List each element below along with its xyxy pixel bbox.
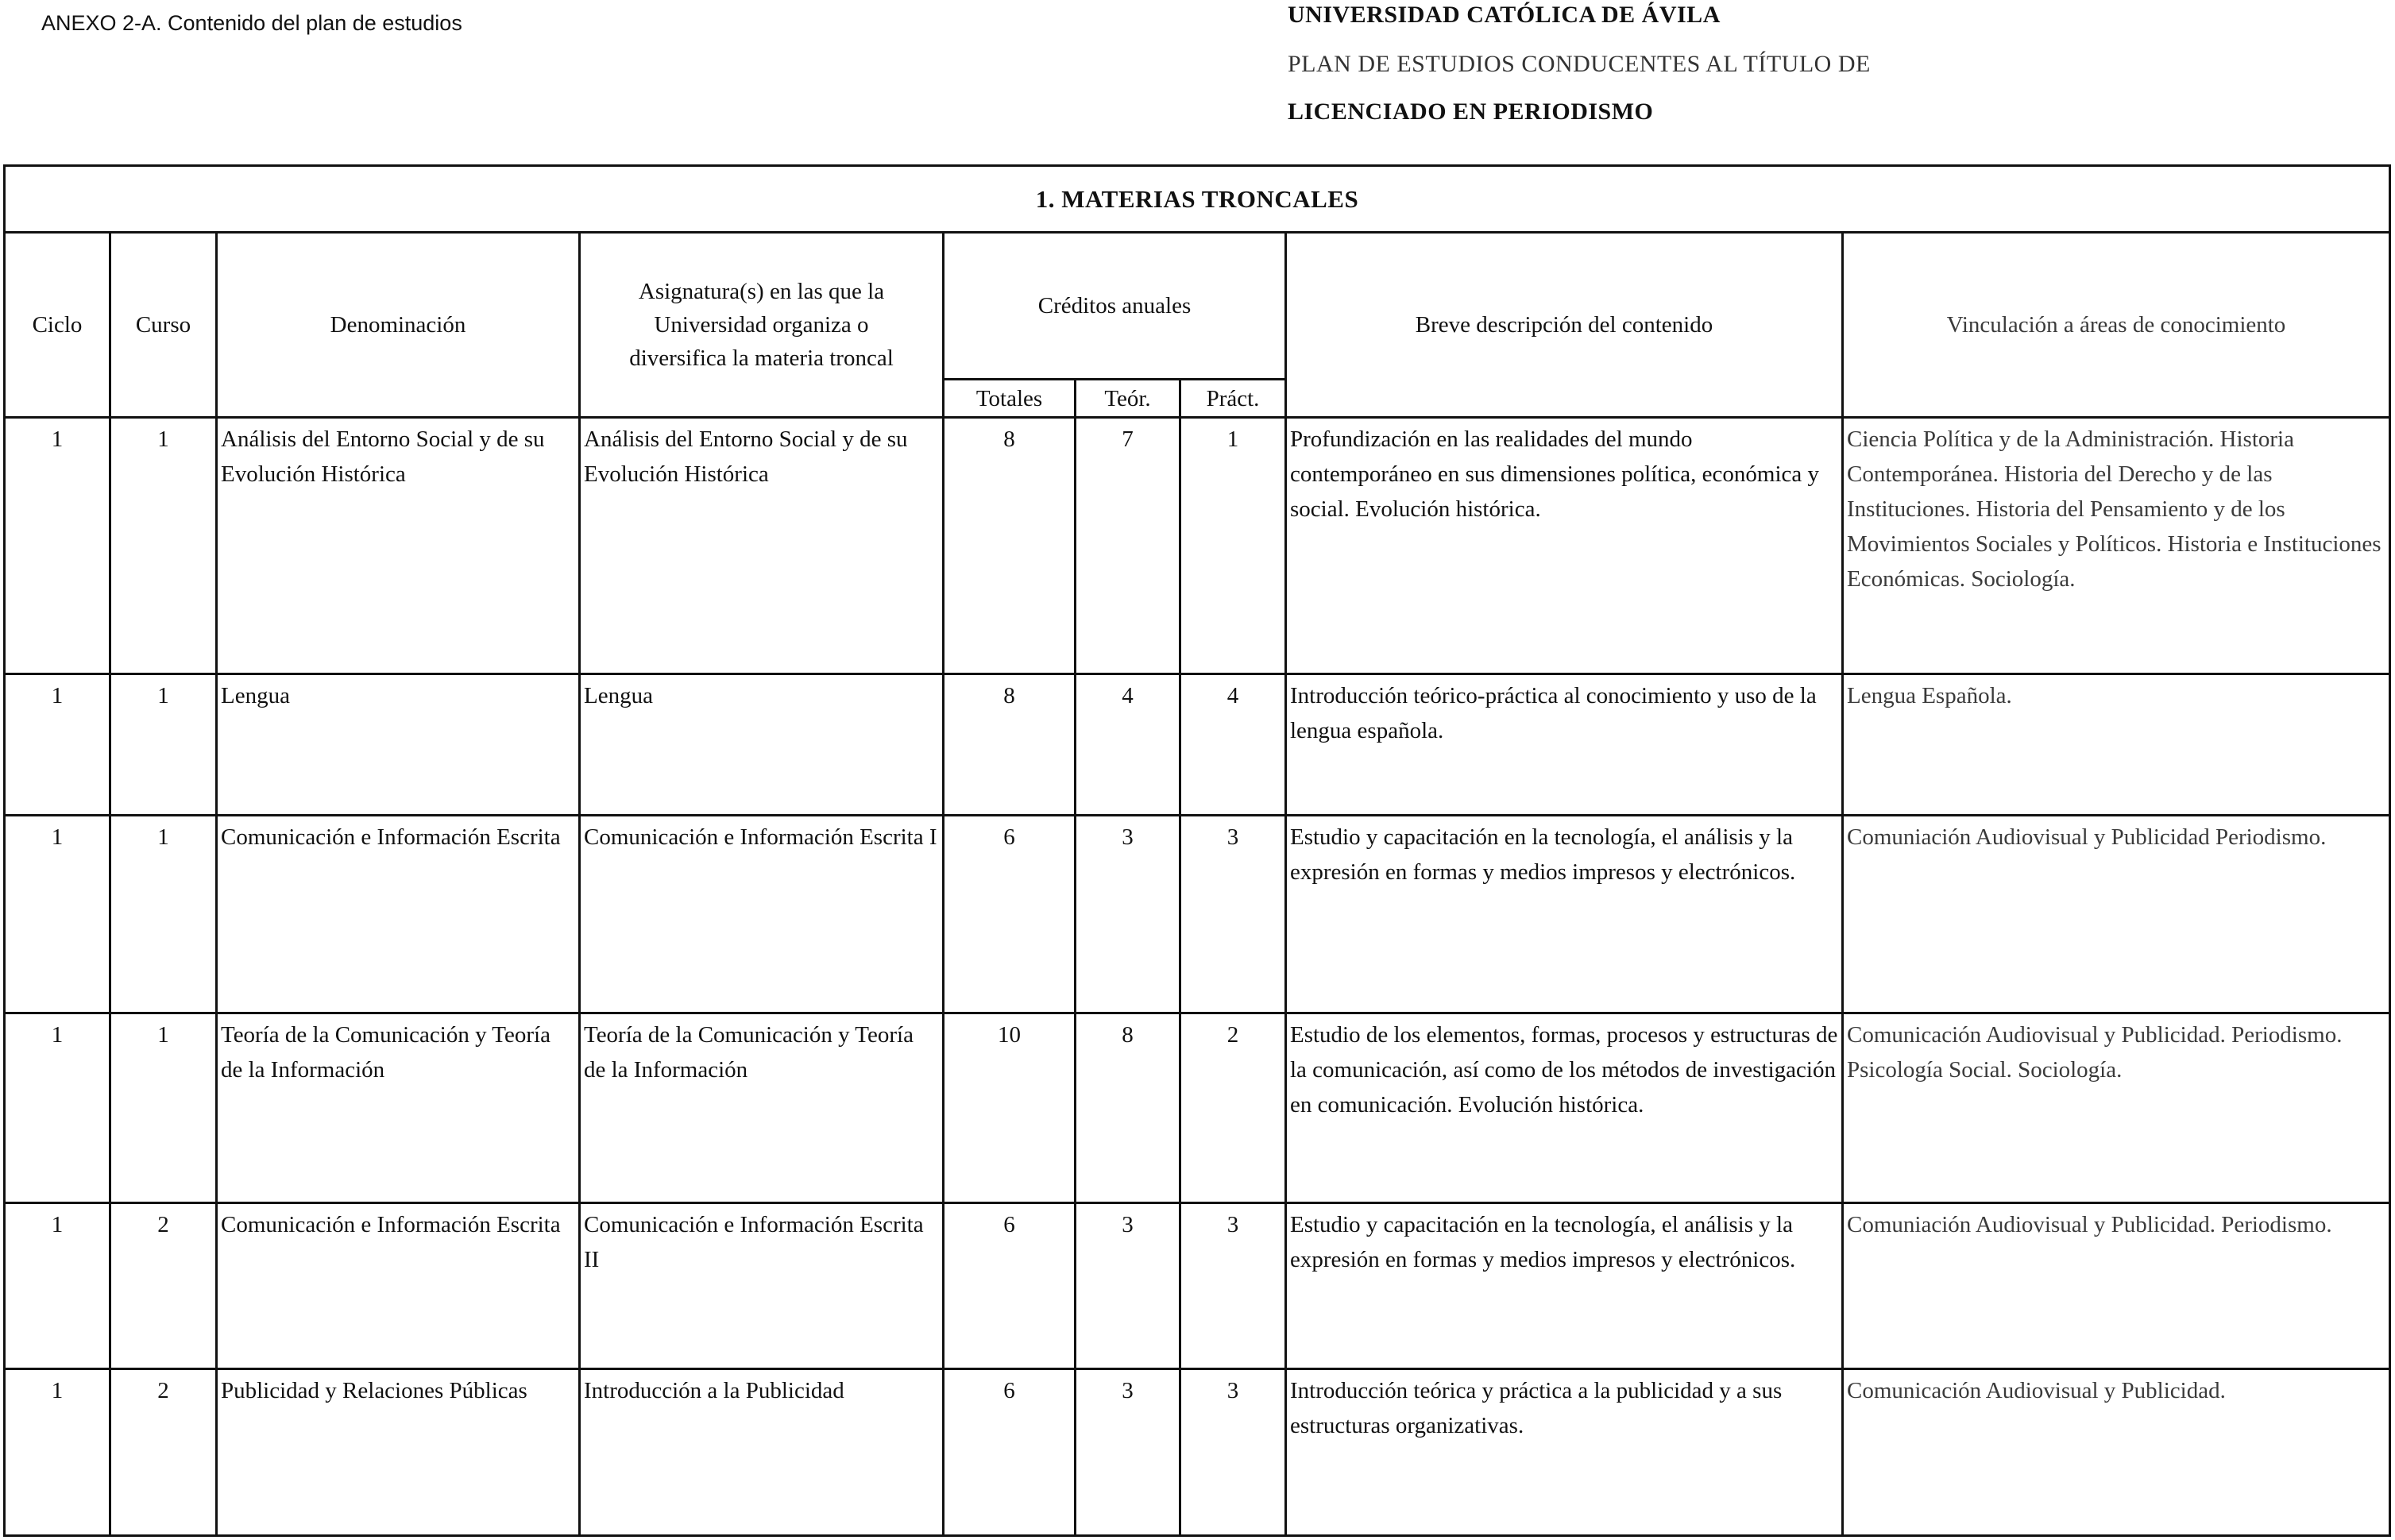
table-title: 1. MATERIAS TRONCALES: [6, 167, 2389, 234]
cell-pract: 3: [1181, 1370, 1287, 1534]
cell-vinculacion: Ciencia Política y de la Administración. Historia Contemporánea. Historia del Derecho y de las Instituciones. Historia del Pensamiento y de los Movimientos Sociales y Políticos. Historia e Instituciones Económicas. Sociología.: [1844, 419, 2389, 675]
cell-ciclo: 1: [6, 1014, 111, 1204]
cell-ciclo: 1: [6, 675, 111, 816]
cell-ciclo: 1: [6, 1204, 111, 1370]
cell-descripcion: Estudio de los elementos, formas, procesos y estructuras de la comunicación, así como de los métodos de investigación en comunicación. Evolución histórica.: [1287, 1014, 1844, 1204]
cell-vinculacion: Comuniación Audiovisual y Publicidad. Periodismo.: [1844, 1204, 2389, 1370]
cell-denominacion: Teoría de la Comunicación y Teoría de la Información: [218, 1014, 581, 1204]
cell-curso: 2: [111, 1204, 218, 1370]
header-ciclo: Ciclo: [6, 234, 111, 419]
header-descripcion: Breve descripción del contenido: [1287, 234, 1844, 419]
cell-curso: 1: [111, 419, 218, 675]
cell-vinculacion: Lengua Española.: [1844, 675, 2389, 816]
cell-curso: 1: [111, 675, 218, 816]
cell-ciclo: 1: [6, 816, 111, 1014]
cell-denominacion: Lengua: [218, 675, 581, 816]
cell-teor: 4: [1076, 675, 1181, 816]
curriculum-table: [3, 164, 2391, 1537]
cell-vinculacion: Comunicación Audiovisual y Publicidad. Periodismo. Psicología Social. Sociología.: [1844, 1014, 2389, 1204]
cell-totales: 6: [944, 816, 1076, 1014]
header-teor: Teór.: [1076, 380, 1181, 419]
cell-asignatura: Comunicación e Información Escrita I: [581, 816, 944, 1014]
header-pract: Práct.: [1181, 380, 1287, 419]
cell-pract: 3: [1181, 816, 1287, 1014]
cell-descripcion: Introducción teórica y práctica a la publicidad y a sus estructuras organizativas.: [1287, 1370, 1844, 1534]
cell-curso: 1: [111, 1014, 218, 1204]
header-asignaturas: Asignatura(s) en las que la Universidad organiza o diversifica la materia troncal: [581, 234, 944, 419]
cell-denominacion: Comunicación e Información Escrita: [218, 816, 581, 1014]
cell-ciclo: 1: [6, 419, 111, 675]
cell-asignatura: Introducción a la Publicidad: [581, 1370, 944, 1534]
cell-asignatura: Lengua: [581, 675, 944, 816]
cell-denominacion: Comunicación e Información Escrita: [218, 1204, 581, 1370]
cell-vinculacion: Comunicación Audiovisual y Publicidad.: [1847, 1378, 2226, 1403]
cell-asignatura: Teoría de la Comunicación y Teoría de la Información: [581, 1014, 944, 1204]
university-name: UNIVERSIDAD CATÓLICA DE ÁVILA: [1288, 2, 1721, 28]
header-curso: Curso: [111, 234, 218, 419]
cell-asignatura: Análisis del Entorno Social y de su Evolución Histórica: [581, 419, 944, 675]
plan-title: PLAN DE ESTUDIOS CONDUCENTES AL TÍTULO DE: [1288, 51, 1871, 77]
cell-descripcion: Profundización en las realidades del mundo contemporáneo en sus dimensiones política, económica y social. Evolución histórica.: [1287, 419, 1844, 675]
cell-pract: 3: [1181, 1204, 1287, 1370]
cell-totales: 6: [944, 1204, 1076, 1370]
degree-title: LICENCIADO EN PERIODISMO: [1288, 98, 1654, 125]
header-creditos: Créditos anuales: [944, 234, 1287, 380]
cell-curso: 2: [111, 1370, 218, 1534]
cell-vinculacion: Comuniación Audiovisual y Publicidad Periodismo.: [1844, 816, 2389, 1014]
cell-teor: 7: [1076, 419, 1181, 675]
cell-totales: 6: [944, 1370, 1076, 1534]
header-denominacion: Denominación: [218, 234, 581, 419]
cell-pract: 4: [1181, 675, 1287, 816]
cell-teor: 3: [1076, 1204, 1181, 1370]
cell-totales: 10: [944, 1014, 1076, 1204]
cell-totales: 8: [944, 675, 1076, 816]
header-totales: Totales: [944, 380, 1076, 419]
cell-ciclo: 1: [6, 1370, 111, 1534]
cell-descripcion: Introducción teórico-práctica al conocimiento y uso de la lengua española.: [1287, 675, 1844, 816]
annex-label: ANEXO 2-A. Contenido del plan de estudios: [41, 11, 462, 35]
cell-denominacion: Análisis del Entorno Social y de su Evolución Histórica: [218, 419, 581, 675]
cell-pract: 2: [1181, 1014, 1287, 1204]
cell-descripcion: Estudio y capacitación en la tecnología, el análisis y la expresión en formas y medios impresos y electrónicos.: [1287, 1204, 1844, 1370]
cell-curso: 1: [111, 816, 218, 1014]
cell-teor: 3: [1076, 1370, 1181, 1534]
cell-teor: 8: [1076, 1014, 1181, 1204]
cell-pract: 1: [1181, 419, 1287, 675]
cell-denominacion: Publicidad y Relaciones Públicas: [218, 1370, 581, 1534]
header-vinculacion: Vinculación a áreas de conocimiento: [1844, 234, 2389, 419]
cell-totales: 8: [944, 419, 1076, 675]
cell-teor: 3: [1076, 816, 1181, 1014]
cell-descripcion: Estudio y capacitación en la tecnología, el análisis y la expresión en formas y medios impresos y electrónicos.: [1287, 816, 1844, 1014]
cell-asignatura: Comunicación e Información Escrita II: [581, 1204, 944, 1370]
